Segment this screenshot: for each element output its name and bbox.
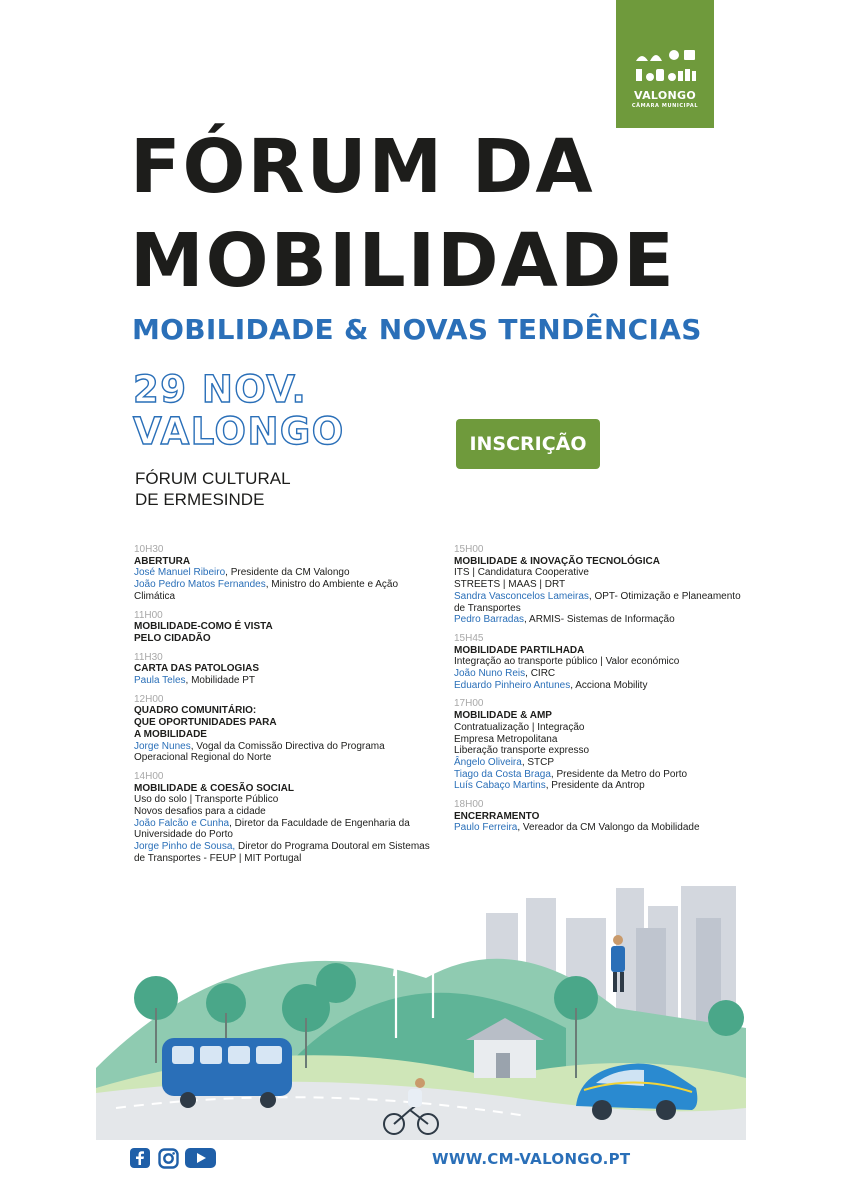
program-title: ABERTURA [134,555,191,567]
title-line-2: MOBILIDADE [130,218,676,304]
program-title: PELO CIDADÃO [134,632,211,644]
program-line [454,591,754,614]
program-line [454,680,754,692]
speaker-role: , Acciona Mobility [570,679,648,691]
title-line-1: FÓRUM DA [130,124,595,210]
speaker-role: , CIRC [525,668,556,680]
program-item [454,799,754,834]
program-line [134,675,430,687]
speaker-name: Sandra Vasconcelos Lameiras [454,590,589,602]
program-time: 15H45 [454,632,484,644]
speaker-name: Pedro Barradas [454,614,525,626]
program-line [134,579,430,602]
logo-name: VALONGO [634,89,696,102]
valongo-logo [616,0,714,128]
program-line [454,757,754,769]
program-item [454,544,754,626]
speaker-name: João Pedro Matos Fernandes [134,579,266,591]
program-item [134,771,430,865]
program-time: 11H00 [134,609,163,621]
speaker-role: , Presidente da Antrop [545,780,645,792]
speaker-name: Jorge Pinho de Sousa, [134,841,236,853]
speaker-name: Tiago da Costa Braga [454,768,551,780]
program-line [454,614,754,626]
program-title: ENCERRAMENTO [454,810,540,822]
program-item [134,652,430,687]
city-mobility-illustration [96,878,746,1140]
speaker-role: , ARMIS- Sistemas de Informação [524,614,675,626]
speaker-role: Diretor do Programa Doutoral em Sistemas de Transportes - FEUP | MIT Portugal [134,841,430,864]
venue-line-2: DE ERMESINDE [135,490,265,509]
speaker-name: Paulo Ferreira [454,822,518,834]
program-title: MOBILIDADE-COMO É VISTA [134,621,273,633]
program-title: QUE OPORTUNIDADES PARA [134,717,277,729]
program-line [134,741,430,764]
event-date [130,364,370,454]
speaker-role: , Vogal da Comissão Directiva do Programa Operacional Regional do Norte [134,740,385,764]
program-time: 15H00 [454,544,484,555]
speaker-name: Jorge Nunes [134,740,191,752]
program-item [134,694,430,764]
speaker-role: , Presidente da CM Valongo [225,567,350,579]
subtitle: MOBILIDADE & NOVAS TENDÊNCIAS [132,313,702,346]
program-line [454,780,754,792]
venue [135,468,291,510]
speaker-name: Luís Cabaço Martins [454,780,546,792]
registration-button[interactable]: INSCRIÇÃO [456,419,600,469]
program-time: 10H30 [134,544,164,555]
speaker-role: , OPT- Otimização e Planeamento de Transportes [454,590,741,614]
program-title: MOBILIDADE & AMP [454,710,552,722]
logo-subtitle: CÂMARA MUNICIPAL [631,103,699,109]
program-column-right [454,544,754,841]
date-line-2: VALONGO [133,410,345,453]
program-line [134,841,430,864]
program-time: 18H00 [454,799,484,811]
speaker-role: , Mobilidade PT [185,675,256,687]
program-item [134,610,430,645]
program-title: MOBILIDADE PARTILHADA [454,644,585,656]
program-item [134,544,430,603]
speaker-role: , Diretor da Faculdade de Engenharia da Universidade do Porto [134,817,410,841]
youtube-icon[interactable] [185,1148,216,1168]
website-link[interactable]: WWW.CM-VALONGO.PT [432,1150,631,1168]
speaker-name: Ângelo Oliveira [454,756,522,768]
date-line-1: 29 NOV. [133,368,308,411]
speaker-name: Paula Teles [134,675,186,687]
speaker-role: , STCP [521,756,555,768]
program-line [454,822,754,834]
program-line: Novos desafios para a cidade [134,806,266,818]
municipal-pictograms-icon [632,47,698,87]
program-line [134,567,430,579]
program-item [454,633,754,692]
program-line: Integração ao transporte público | Valor económico [454,656,680,668]
speaker-name: João Nuno Reis [454,668,526,680]
program-line [454,668,754,680]
program-line: Empresa Metropolitana [454,733,558,745]
facebook-icon[interactable] [130,1148,150,1168]
speaker-role: , Vereador da CM Valongo da Mobilidade [517,822,700,834]
program-time: 12H00 [134,693,164,705]
program-line [134,818,430,841]
program-line: Contratualização | Integração [454,721,585,733]
program-time: 17H00 [454,698,484,710]
program-line [454,769,754,781]
speaker-name: João Falcão e Cunha [134,817,230,829]
program-time: 14H00 [134,770,164,782]
program-line: Uso do solo | Transporte Público [134,794,279,806]
speaker-name: Eduardo Pinheiro Antunes [454,679,571,691]
program-title: CARTA DAS PATOLOGIAS [134,663,259,675]
program-title: QUADRO COMUNITÁRIO: [134,705,257,717]
speaker-role: , Ministro do Ambiente e Ação Climática [134,579,399,602]
venue-line-1: FÓRUM CULTURAL [135,469,291,488]
program-title: MOBILIDADE & COESÃO SOCIAL [134,782,295,794]
program-line: ITS | Candidatura Cooperative [454,567,589,579]
program-line: STREETS | MAAS | DRT [454,579,566,591]
speaker-role: , Presidente da Metro do Porto [550,768,688,780]
program-line: Liberação transporte expresso [454,745,590,757]
program-title: A MOBILIDADE [134,728,207,740]
program-time: 11H30 [134,651,163,663]
program-item [454,698,754,792]
program-title: MOBILIDADE & INOVAÇÃO TECNOLÓGICA [454,555,660,567]
speaker-name: José Manuel Ribeiro [134,567,226,579]
instagram-icon[interactable] [158,1148,179,1169]
program-column-left [134,544,430,872]
